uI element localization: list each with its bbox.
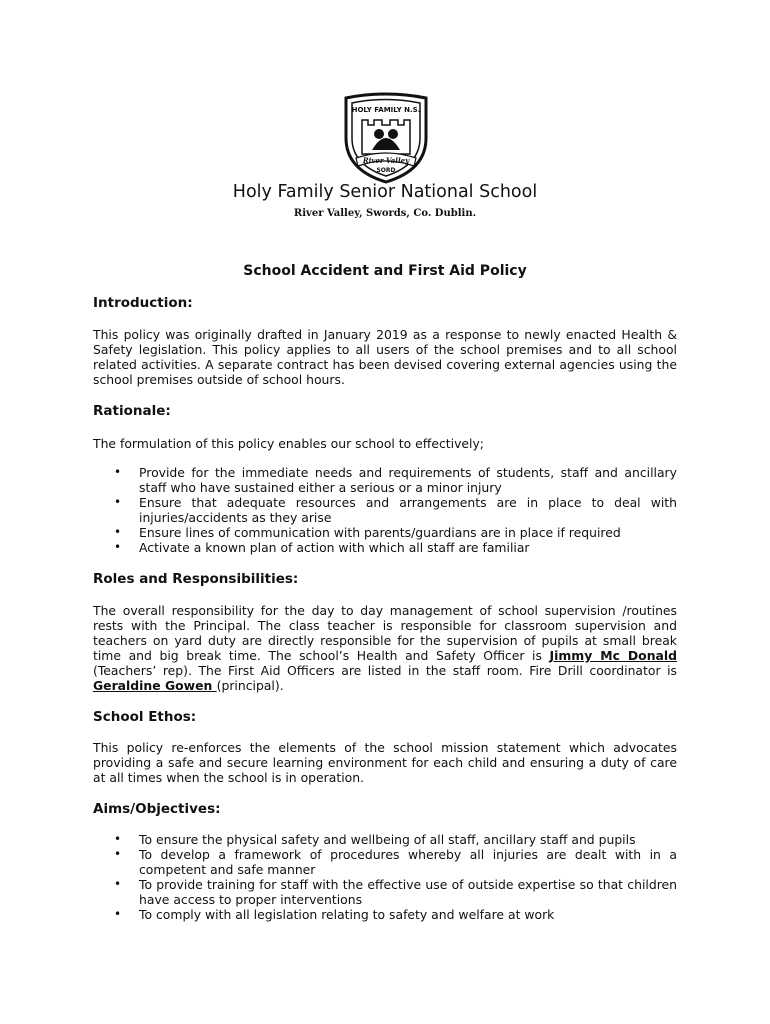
school-crest-logo	[338, 92, 434, 184]
aims-heading: Aims/Objectives:	[93, 801, 221, 817]
list-item: • To develop a framework of procedures whereby all injuries are dealt with in a competent and safe manner	[93, 847, 677, 877]
crest-shield-icon	[338, 92, 434, 184]
list-item: • Provide for the immediate needs and requirements of students, staff and ancillary staff who have sustained either a serious or a minor injury	[93, 465, 677, 495]
list-item: • Ensure lines of communication with parents/guardians are in place if required	[93, 525, 677, 540]
svg-text:River Valley: River Valley	[362, 156, 410, 165]
introduction-paragraph: This policy was originally drafted in January 2019 as a response to newly enacted Health & Safety legislation. This policy applies to all users of the school premises and to all school related activities. A separate contract has been devised covering external agencies using the school premises outside of school hours.	[93, 327, 677, 387]
roles-text-part1: The overall responsibility for the day to day management of school supervision /routines rests with the Principal. The class teacher is responsible for classroom supervision and teachers on yard duty are directly responsible for the supervision of pupils at small break time and big break time. The school’s Health and Safety Officer is	[93, 603, 677, 663]
safety-officer-name: Jimmy Mc Donald	[549, 648, 677, 663]
school-address: River Valley, Swords, Co. Dublin.	[293, 208, 477, 219]
document-title: School Accident and First Aid Policy	[243, 263, 527, 279]
introduction-heading: Introduction:	[93, 295, 193, 311]
svg-text:HOLY FAMILY N.S.: HOLY FAMILY N.S.	[351, 106, 421, 114]
ethos-heading: School Ethos:	[93, 709, 197, 725]
rationale-list	[93, 465, 677, 555]
fire-drill-coordinator-name: Geraldine Gowen	[93, 678, 217, 693]
list-item: • To provide training for staff with the effective use of outside expertise so that children have access to proper interventions	[93, 877, 677, 907]
list-item: • Ensure that adequate resources and arrangements are in place to deal with injuries/accidents as they arise	[93, 495, 677, 525]
list-item: • Activate a known plan of action with which all staff are familiar	[93, 540, 677, 555]
aims-list	[93, 832, 677, 922]
school-name: Holy Family Senior National School	[232, 182, 538, 202]
rationale-paragraph: The formulation of this policy enables our school to effectively;	[93, 436, 484, 451]
roles-paragraph	[93, 603, 677, 693]
list-item: • To comply with all legislation relating to safety and welfare at work	[93, 907, 677, 922]
rationale-heading: Rationale:	[93, 403, 171, 419]
svg-text:SORD: SORD	[376, 167, 396, 174]
list-item: • To ensure the physical safety and wellbeing of all staff, ancillary staff and pupils	[93, 832, 677, 847]
roles-heading: Roles and Responsibilities:	[93, 571, 299, 587]
roles-text-part2: (Teachers’ rep). The First Aid Officers are listed in the staff room. Fire Drill coordinator is	[93, 663, 677, 678]
roles-text-part3: (principal).	[216, 678, 284, 693]
ethos-paragraph: This policy re-enforces the elements of the school mission statement which advocates providing a safe and secure learning environment for each child and ensuring a duty of care at all times when the school is in operation.	[93, 740, 677, 785]
